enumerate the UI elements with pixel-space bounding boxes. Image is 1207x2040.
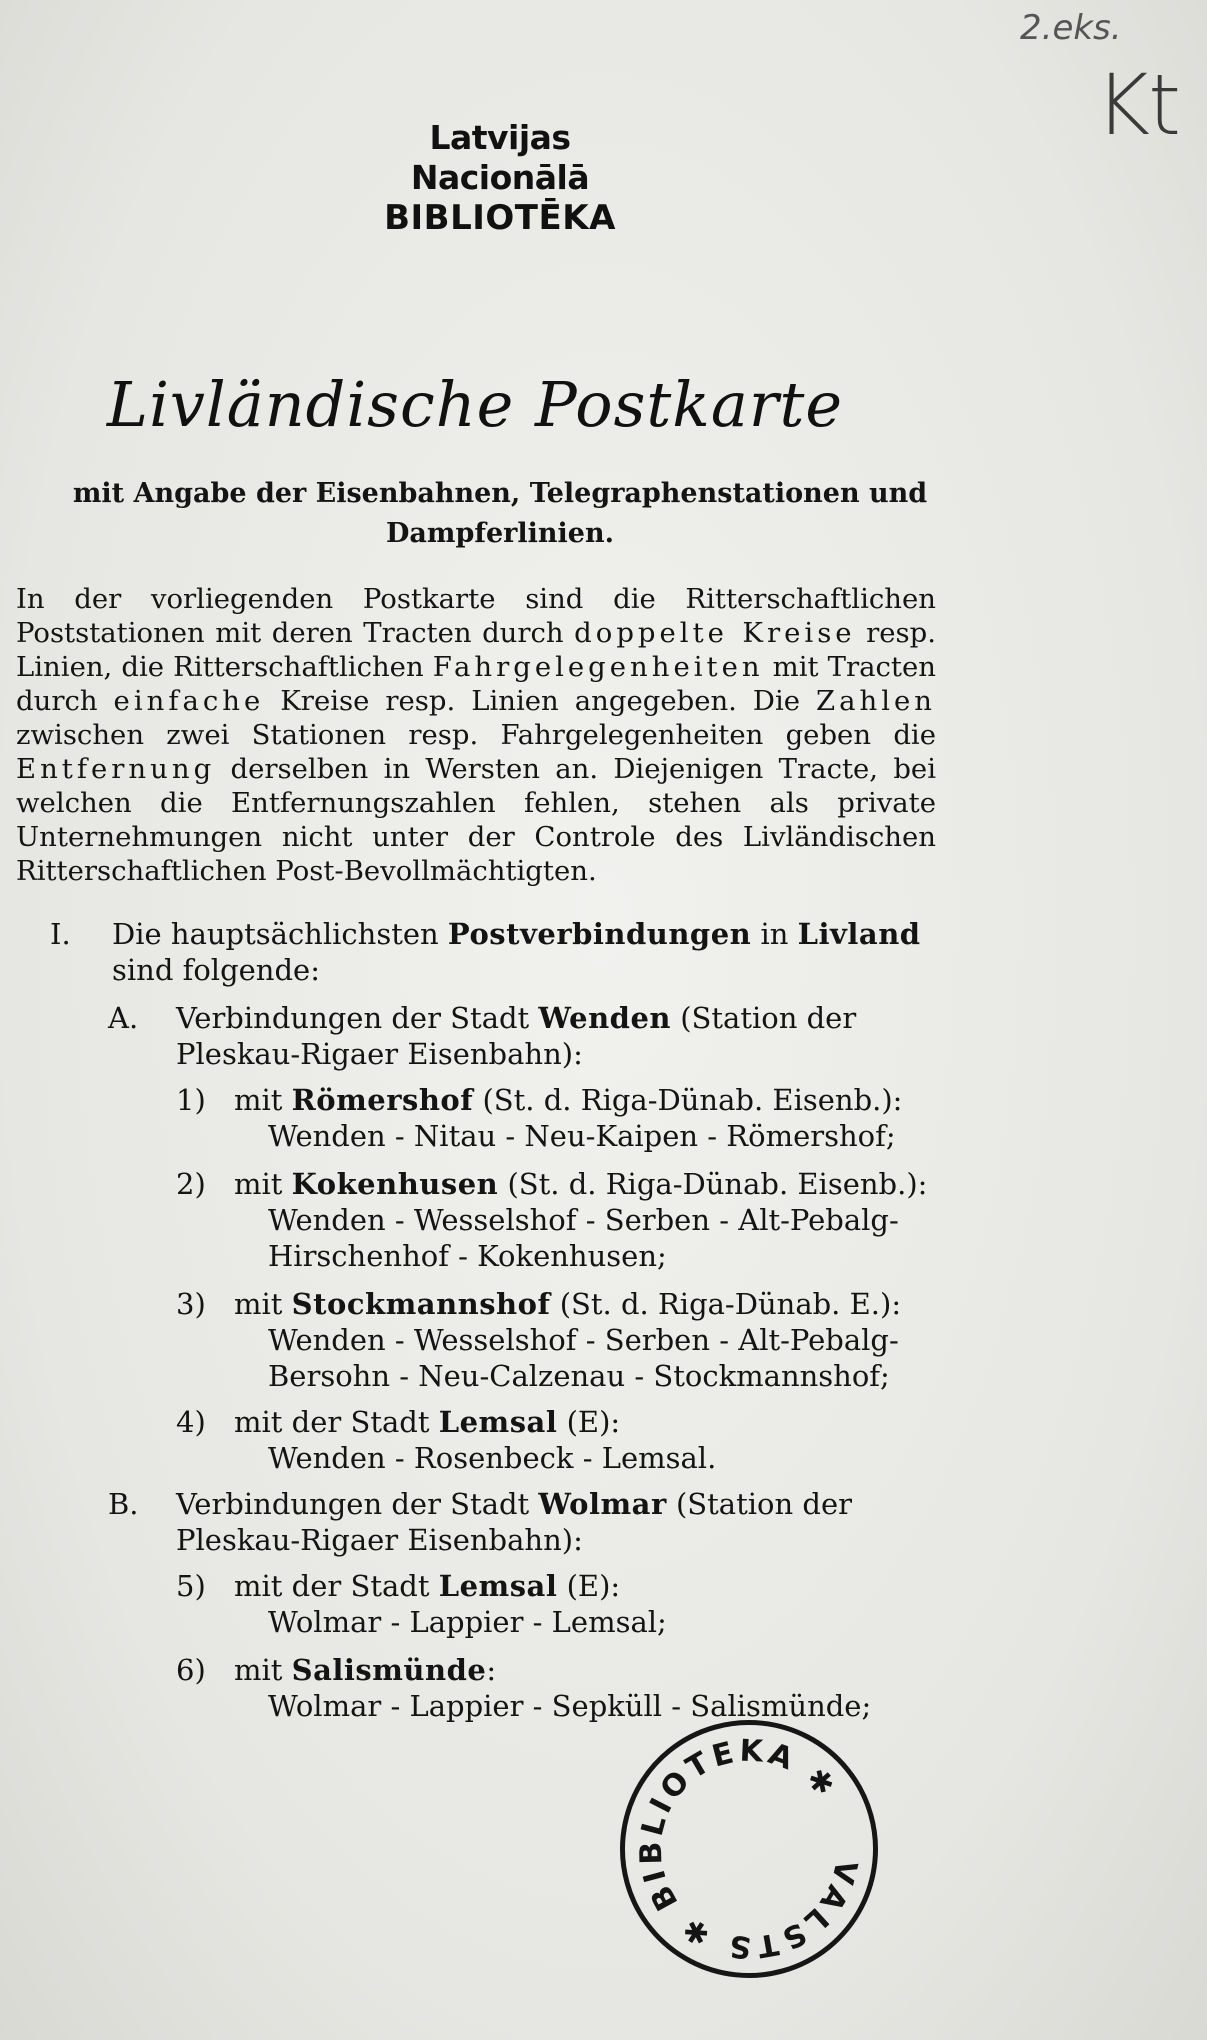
city-name: Wenden [538,1001,671,1035]
route-line: Wenden - Rosenbeck - Lemsal. [268,1441,717,1475]
list-item: mit der Stadt Lemsal (E): [234,1405,621,1439]
section-keyword: Postverbindungen [447,917,752,951]
list-item-number: 3) [176,1287,206,1321]
round-library-stamp [607,1707,891,1991]
route-line: Bersohn - Neu-Calzenau - Stockmannshof; [268,1359,890,1393]
subsection-heading: Verbindungen der Stadt Wolmar (Station der [176,1487,852,1521]
intro-emphasis: Fahrgelegenheiten [432,651,764,683]
intro-emphasis: doppelte Kreise [574,617,856,649]
list-item: mit Römershof (St. d. Riga-Dünab. Eisenb.): [234,1083,903,1117]
intro-text: resp. Linien, die Ritterschaftlichen [16,617,936,683]
destination-name: Lemsal [438,1569,558,1603]
intro-text: derselben in Wersten an. Diejenigen Tracte, bei welchen die Entfernungszahlen fehlen, stehen als private Unternehmungen nicht unter der Controle des Livländischen Ritterschaftlichen Post-Bevollmächtigten. [16,753,936,887]
subsection-letter: A. [108,1001,139,1035]
intro-emphasis: Zahlen [815,685,936,717]
list-item-number: 1) [176,1083,206,1117]
subtitle-line2: Dampferlinien. [386,518,614,549]
destination-name: Stockmannshof [291,1287,551,1321]
list-item-number: 2) [176,1167,206,1201]
library-ownership-stamp [340,118,660,238]
destination-name: Lemsal [438,1405,558,1439]
route-line: Wenden - Wesselshof - Serben - Alt-Pebalg- [268,1323,899,1357]
section-numeral: I. [50,917,71,951]
intro-text: zwischen zwei Stationen resp. Fahrgelegenheiten geben die [16,719,936,751]
destination-name: Salismünde [291,1653,487,1687]
intro-emphasis: Entfernung [16,753,216,785]
destination-name: Römershof [291,1083,474,1117]
subtitle-line1: mit Angabe der Eisenbahnen, Telegraphenstationen und [72,478,928,509]
svg-text:VALSTS ✱ BIBLIOTEKA ✱ [622,1722,876,1976]
subsection-heading-line2: Pleskau-Rigaer Eisenbahn): [176,1523,583,1557]
intro-text: mit Tracten durch [16,651,936,717]
round-stamp-graphic [613,1713,886,1986]
page-title: Livländische Postkarte [106,368,844,441]
round-stamp-text: VALSTS ✱ BIBLIOTEKA ✱ [633,1733,864,1965]
destination-name: Kokenhusen [291,1167,499,1201]
intro-text: Kreise resp. Linien angegeben. Die [280,685,801,717]
list-item: mit Stockmannshof (St. d. Riga-Dünab. E.): [234,1287,902,1321]
library-stamp-line2: BIBLIOTĒKA [384,198,616,238]
subsection-letter: B. [108,1487,139,1521]
section-heading-line2: sind folgende: [112,953,320,987]
list-item: mit Kokenhusen (St. d. Riga-Dünab. Eisenb.): [234,1167,928,1201]
section-keyword: Livland [797,917,921,951]
list-item-number: 6) [176,1653,206,1687]
subsection-heading: Verbindungen der Stadt Wenden (Station der [176,1001,857,1035]
list-item-number: 4) [176,1405,206,1439]
intro-paragraph [16,582,936,888]
route-line: Wenden - Nitau - Neu-Kaipen - Römershof; [268,1119,896,1153]
intro-text: In der vorliegenden Postkarte sind die Ritterschaftlichen Poststationen mit deren Tracten durch [16,583,936,649]
intro-emphasis: einfache [113,685,265,717]
subsection-heading-line2: Pleskau-Rigaer Eisenbahn): [176,1037,583,1071]
list-item: mit der Stadt Lemsal (E): [234,1569,621,1603]
route-line: Wolmar - Lappier - Sepküll - Salismünde; [268,1689,872,1723]
handwritten-copies-note: 2.eks. [1020,8,1122,48]
route-line: Hirschenhof - Kokenhusen; [268,1239,667,1273]
city-name: Wolmar [538,1487,667,1521]
list-item-number: 5) [176,1569,206,1603]
route-line: Wolmar - Lappier - Lemsal; [268,1605,667,1639]
handwritten-shelf-mark: Kt [1095,56,1180,154]
route-line: Wenden - Wesselshof - Serben - Alt-Pebalg- [268,1203,899,1237]
list-item: mit Salismünde: [234,1653,497,1687]
section-heading: Die hauptsächlichsten Postverbindungen in Livland [112,917,921,951]
library-stamp-line1: Latvijas Nacionālā [410,118,590,197]
